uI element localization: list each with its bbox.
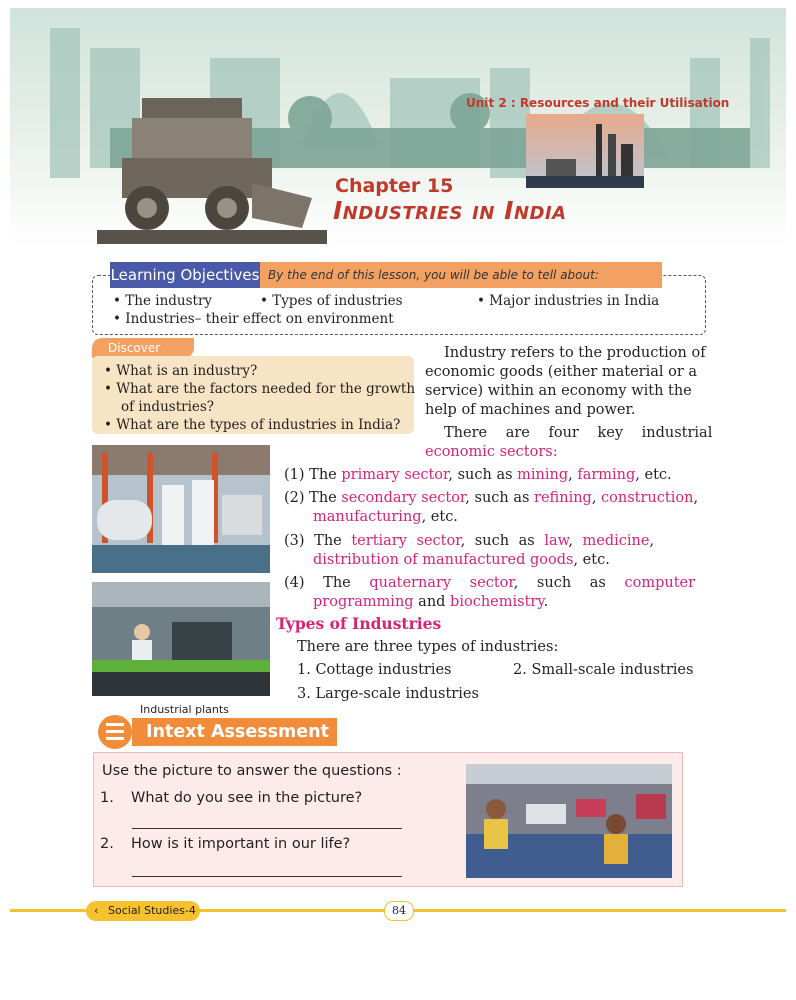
question-number: 2.: [100, 836, 114, 852]
type-item: 2. Small-scale industries: [513, 662, 694, 678]
sector-item-primary: (1) The primary sector, such as mining, farming, etc.: [284, 467, 672, 483]
types-intro: There are three types of industries:: [297, 639, 559, 655]
assessment-instruction: Use the picture to answer the questions :: [102, 763, 402, 779]
intro-line: Industry refers to the production of: [444, 345, 706, 361]
unit-label: Unit 2 : Resources and their Utilisation: [466, 96, 730, 110]
answer-line[interactable]: [132, 828, 402, 829]
discover-item: of industries?: [121, 399, 215, 415]
intro-line: economic sectors:: [425, 444, 558, 460]
photo-caption: Industrial plants: [140, 703, 229, 716]
sector-item-tertiary: (3) The tertiary sector, such as law, medicine,: [284, 533, 655, 549]
chapter-number: Chapter 15: [335, 175, 454, 197]
refinery-photo: [526, 114, 644, 188]
intro-line: service) within an economy with the: [425, 383, 692, 399]
discover-item: • What are the types of industries in India?: [104, 417, 401, 433]
learning-objectives-tag: Learning Objectives: [110, 262, 260, 288]
chevron-left-icon: ‹: [94, 904, 99, 917]
discover-item: • What is an industry?: [104, 363, 258, 379]
intro-line: help of machines and power.: [425, 402, 636, 418]
question-number: 1.: [100, 790, 114, 806]
assessment-icon: [96, 713, 134, 751]
intro-line: economic goods (either material or a: [425, 364, 698, 380]
learning-objectives-intro: By the end of this lesson, you will be able to tell about:: [260, 262, 662, 288]
objective-item: • Industries– their effect on environment: [113, 311, 394, 327]
chapter-title: Industries in India: [333, 196, 567, 225]
sector-item-quaternary-cont: programming and biochemistry.: [313, 594, 549, 610]
industrial-plant-photo-1: [92, 445, 270, 573]
intext-assessment-title: Intext Assessment: [132, 718, 337, 746]
type-item: 1. Cottage industries: [297, 662, 452, 678]
intro-line: There are four key industrial: [444, 425, 713, 441]
objective-item: • Types of industries: [260, 293, 403, 309]
objective-item: • Major industries in India: [477, 293, 660, 309]
discover-tag: Discover: [92, 338, 194, 358]
types-heading: Types of Industries: [276, 614, 442, 633]
page-number: 84: [384, 901, 414, 921]
footer-book-title: ‹ Social Studies-4: [86, 901, 200, 921]
sector-item-secondary: (2) The secondary sector, such as refining, construction,: [284, 490, 699, 506]
sector-item-tertiary-cont: distribution of manufactured goods, etc.: [313, 552, 610, 568]
answer-line[interactable]: [132, 876, 402, 877]
question-text: What do you see in the picture?: [131, 790, 363, 806]
stone-chariot-illustration: [92, 88, 332, 250]
sector-item-quaternary: (4) The quaternary sector, such as computer: [284, 575, 696, 591]
factory-workers-photo: [466, 764, 672, 878]
discover-item: • What are the factors needed for the growth: [104, 381, 416, 397]
question-text: How is it important in our life?: [131, 836, 351, 852]
objective-item: • The industry: [113, 293, 213, 309]
sector-item-secondary-cont: manufacturing, etc.: [313, 509, 458, 525]
type-item: 3. Large-scale industries: [297, 686, 479, 702]
industrial-plant-photo-2: [92, 582, 270, 696]
